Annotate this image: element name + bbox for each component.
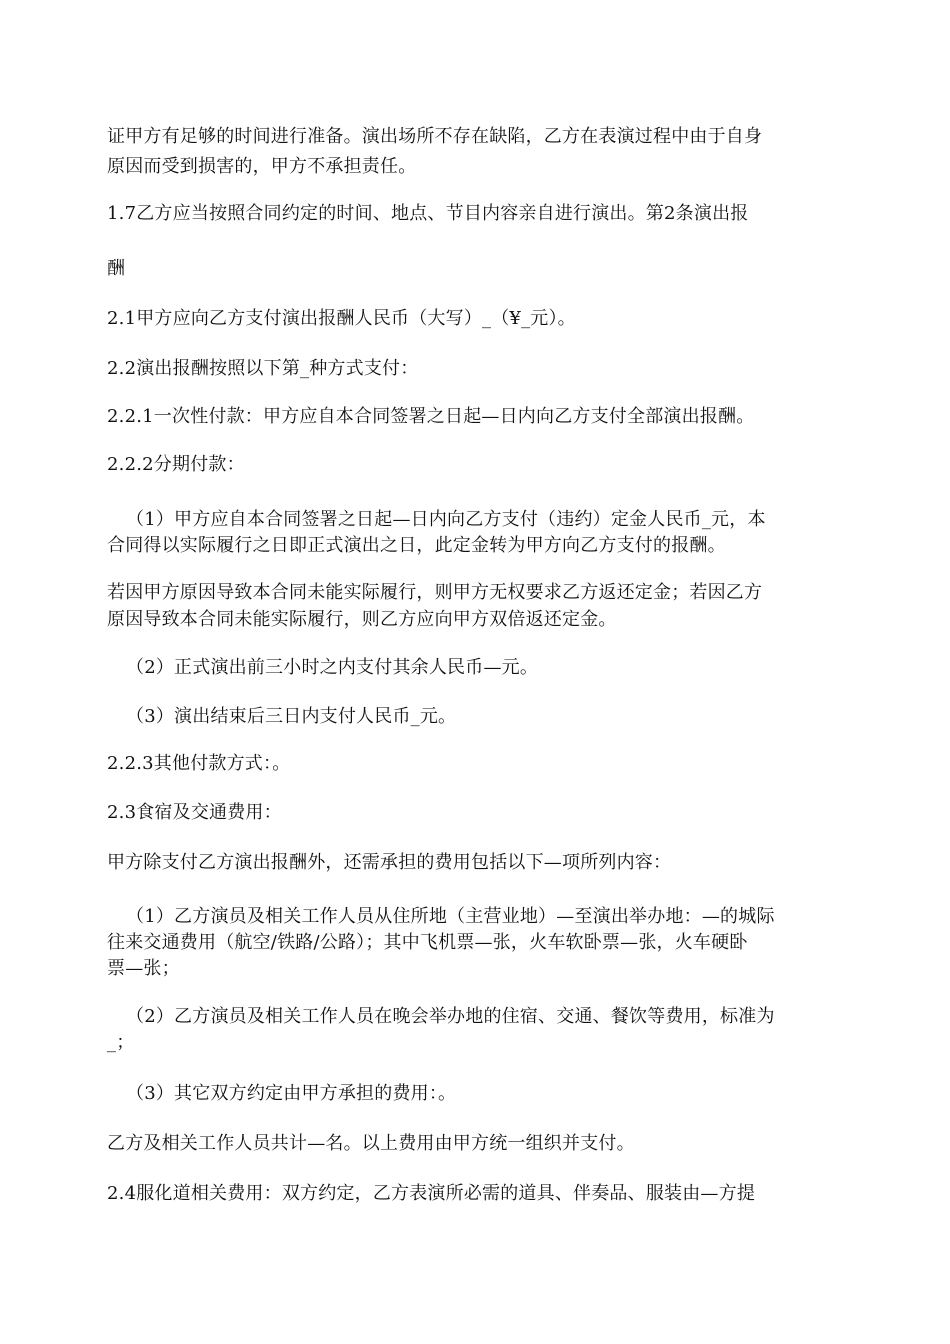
text-line: 往来交通费用（航空/铁路/公路）；其中飞机票—张，火车软卧票—张，火车硬卧 <box>107 932 748 953</box>
text-line: （3）演出结束后三日内支付人民币_元。 <box>126 706 457 727</box>
text-line: 1.7乙方应当按照合同约定的时间、地点、节目内容亲自进行演出。第2条演出报 <box>107 203 749 224</box>
text-line: 2.2.3其他付款方式：。 <box>107 753 291 774</box>
text-line: 若因甲方原因导致本合同未能实际履行，则甲方无权要求乙方返还定金；若因乙方 <box>107 582 763 603</box>
text-line: 酬 <box>107 258 126 279</box>
text-line: 乙方及相关工作人员共计—名。以上费用由甲方统一组织并支付。 <box>107 1133 635 1154</box>
text-line: 证甲方有足够的时间进行准备。演出场所不存在缺陷，乙方在表演过程中由于自身 <box>107 126 763 147</box>
text-line: （1）甲方应自本合同签署之日起—日内向乙方支付（违约）定金人民币_元，本 <box>126 509 766 530</box>
text-line: 票—张； <box>107 958 180 979</box>
text-line: 原因而受到损害的，甲方不承担责任。 <box>107 156 417 177</box>
text-line: 原因导致本合同未能实际履行，则乙方应向甲方双倍返还定金。 <box>107 609 617 630</box>
text-line: _； <box>107 1032 135 1053</box>
text-line: 甲方除支付乙方演出报酬外，还需承担的费用包括以下—项所列内容： <box>107 852 672 873</box>
text-line: 2.2.2分期付款： <box>107 454 245 475</box>
text-line: 合同得以实际履行之日即正式演出之日，此定金转为甲方向乙方支付的报酬。 <box>107 535 726 556</box>
text-line: 2.3食宿及交通费用： <box>107 802 282 823</box>
text-line: 2.4服化道相关费用：双方约定，乙方表演所必需的道具、伴奏品、服装由—方提 <box>107 1183 756 1204</box>
text-line: 2.1甲方应向乙方支付演出报酬人民币（大写）_（¥_元）。 <box>107 308 576 329</box>
text-line: （3）其它双方约定由甲方承担的费用：。 <box>126 1083 457 1104</box>
text-line: 2.2.1一次性付款：甲方应自本合同签署之日起—日内向乙方支付全部演出报酬。 <box>107 406 755 427</box>
text-line: （2）乙方演员及相关工作人员在晚会举办地的住宿、交通、餐饮等费用，标准为 <box>126 1006 775 1027</box>
text-line: 2.2演出报酬按照以下第_种方式支付： <box>107 358 419 379</box>
text-line: （1）乙方演员及相关工作人员从住所地（主营业地）—至演出举办地：—的城际 <box>126 906 775 927</box>
text-line: （2）正式演出前三小时之内支付其余人民币—元。 <box>126 657 539 678</box>
